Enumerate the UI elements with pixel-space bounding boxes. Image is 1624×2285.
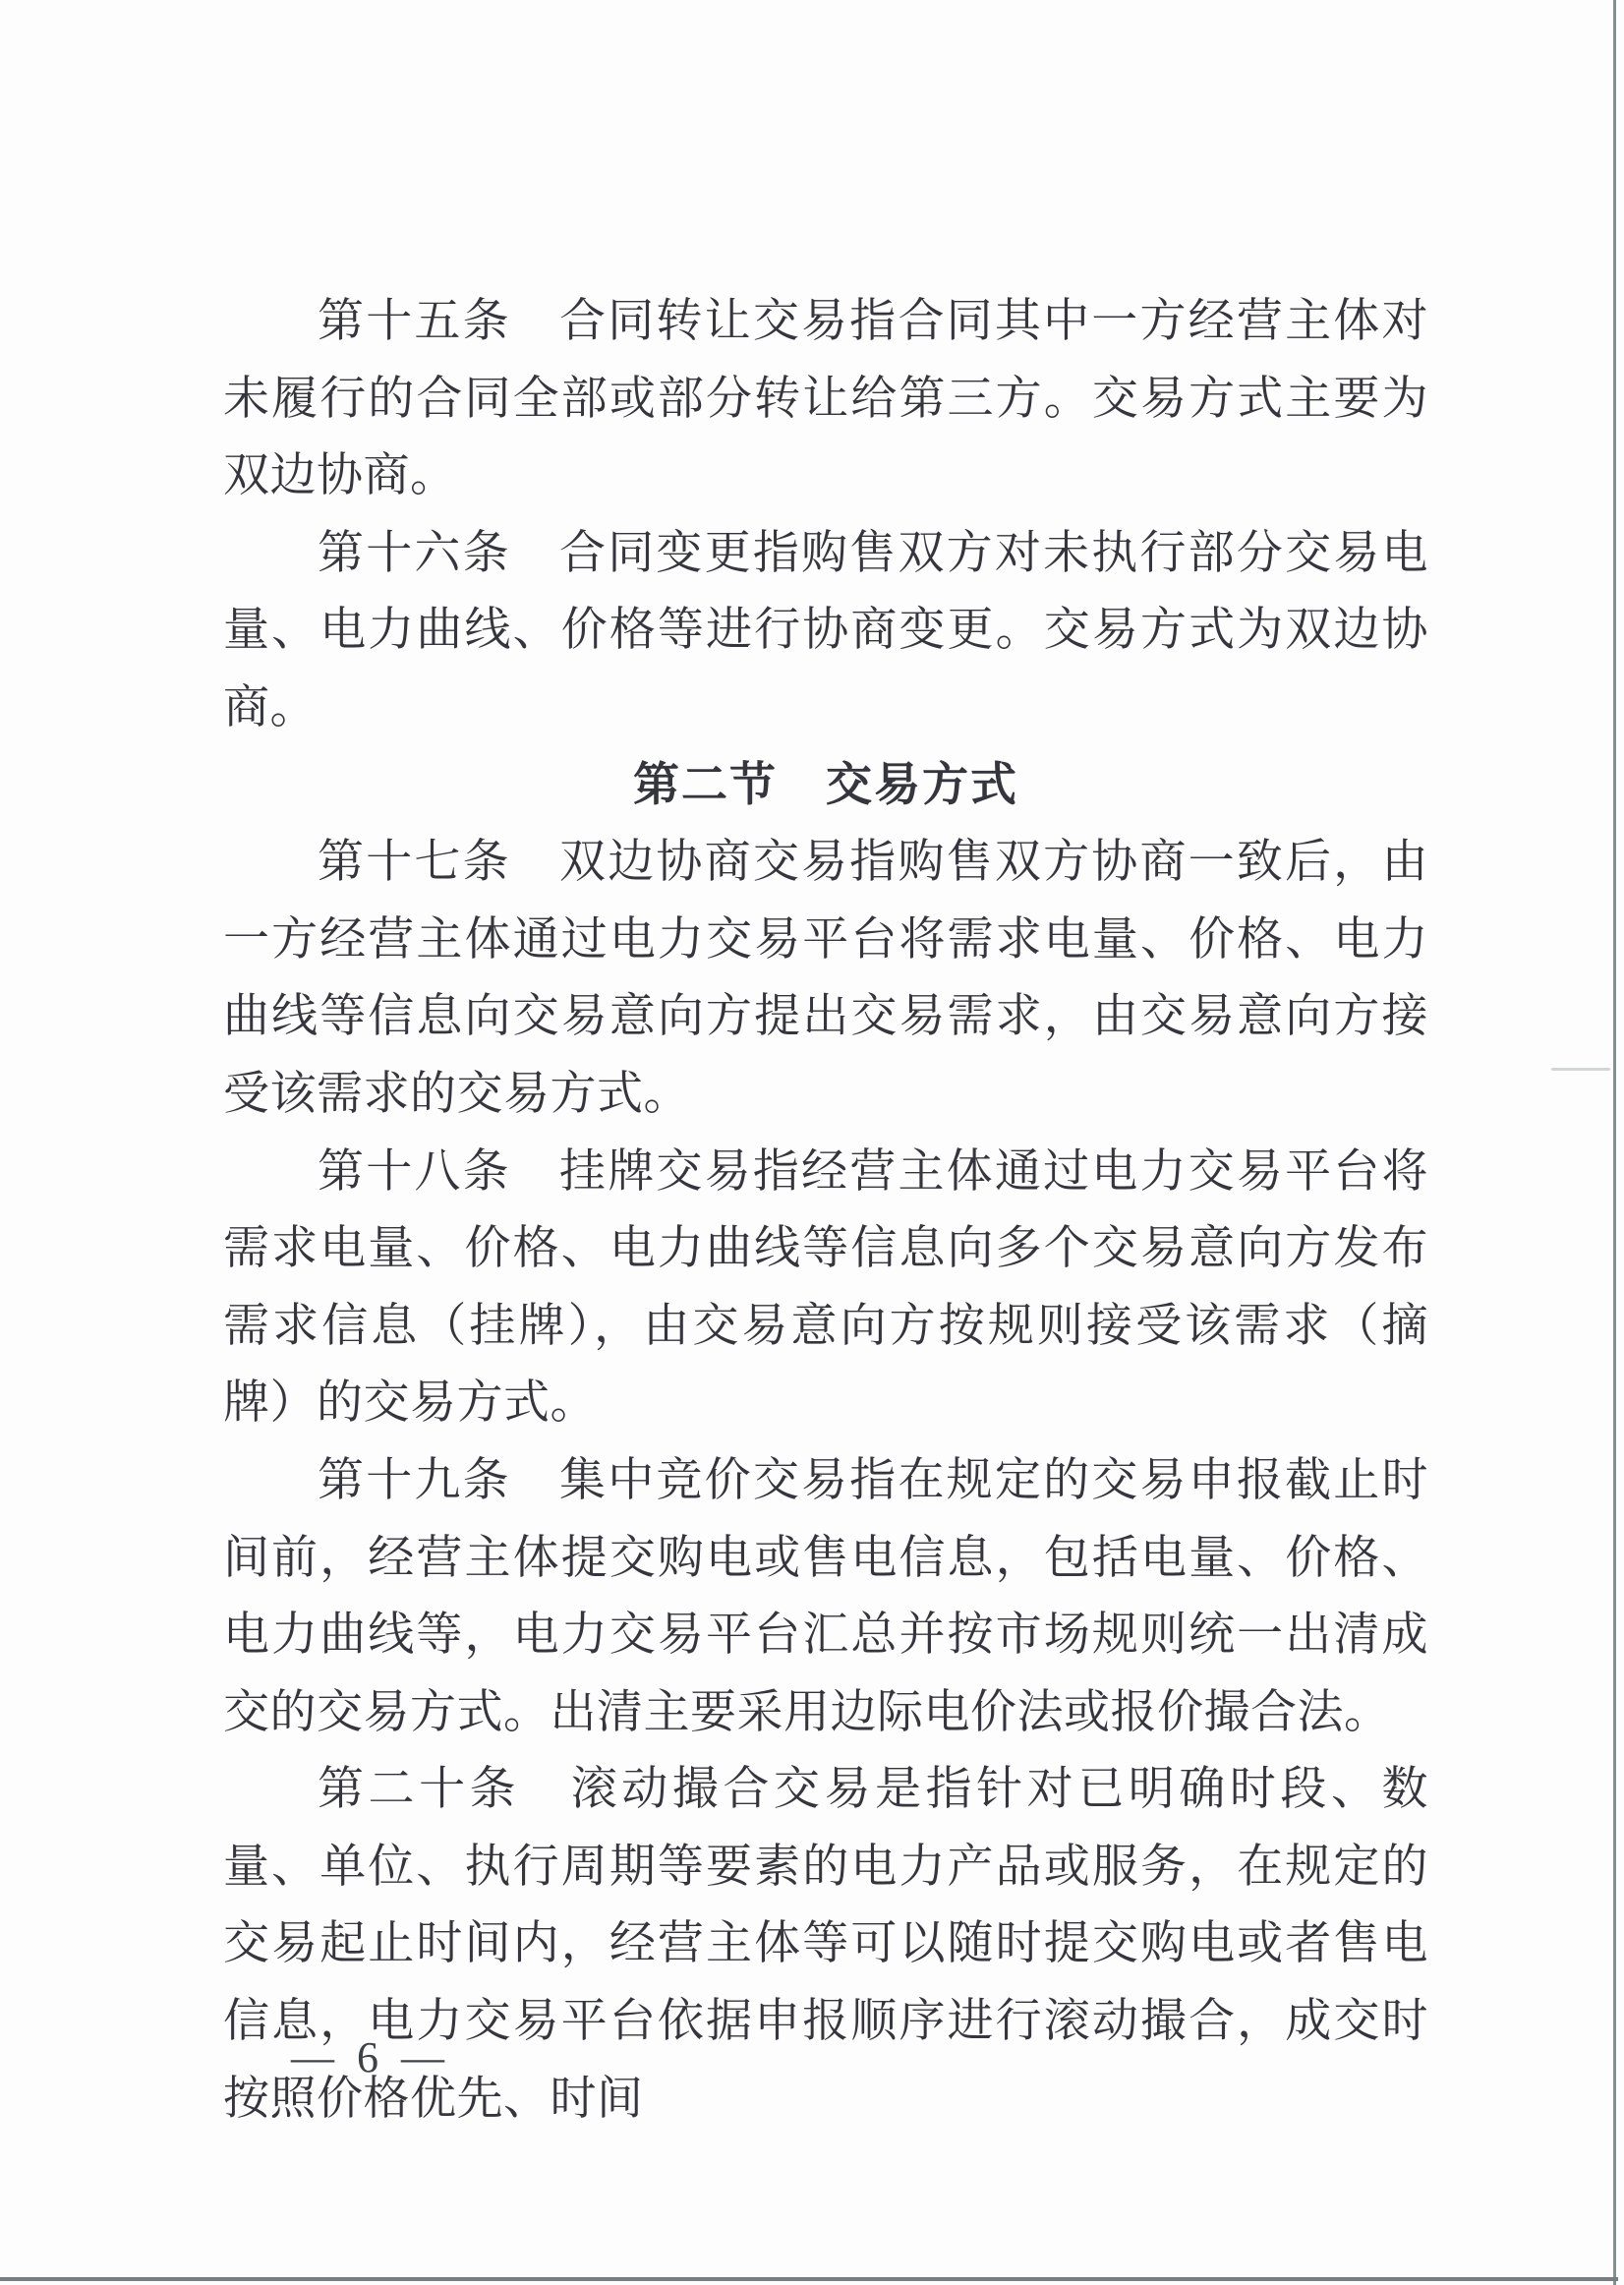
article-20-paragraph: 第二十条 滚动撮合交易是指针对已明确时段、数量、单位、执行周期等要素的电力产品或服务，在规定的交易起止时间内，经营主体等可以随时提交购电或者售电信息，电力交易平台依据申报顺序进行滚动撮合，成交时按照价格优先、时间 [223, 1764, 1428, 2125]
article-19-paragraph: 第十九条 集中竞价交易指在规定的交易申报截止时间前，经营主体提交购电或售电信息，包括电量、价格、电力曲线等，电力交易平台汇总并按市场规则统一出清成交的交易方式。出清主要采用边际电价法或报价撮合法。 [223, 1454, 1428, 1738]
page-number: — 6 — [291, 2033, 450, 2081]
document-body [223, 283, 1428, 2138]
scan-right-edge-line [1613, 0, 1616, 2285]
scan-bottom-edge-line [0, 2277, 1618, 2281]
scan-smudge-mark [1551, 1068, 1610, 1071]
article-16-paragraph: 第十六条 合同变更指购售双方对未执行部分交易电量、电力曲线、价格等进行协商变更。交易方式为双边协商。 [223, 527, 1428, 733]
article-18-paragraph: 第十八条 挂牌交易指经营主体通过电力交易平台将需求电量、价格、电力曲线等信息向多个交易意向方发布需求信息（挂牌），由交易意向方按规则接受该需求（摘牌）的交易方式。 [223, 1145, 1428, 1430]
article-17-paragraph: 第十七条 双边协商交易指购售双方协商一致后，由一方经营主体通过电力交易平台将需求电量、价格、电力曲线等信息向交易意向方提出交易需求，由交易意向方接受该需求的交易方式。 [223, 837, 1428, 1120]
article-15-paragraph: 第十五条 合同转让交易指合同其中一方经营主体对未履行的合同全部或部分转让给第三方。交易方式主要为双边协商。 [223, 296, 1428, 502]
section-heading: 第二节 交易方式 [633, 759, 1018, 811]
